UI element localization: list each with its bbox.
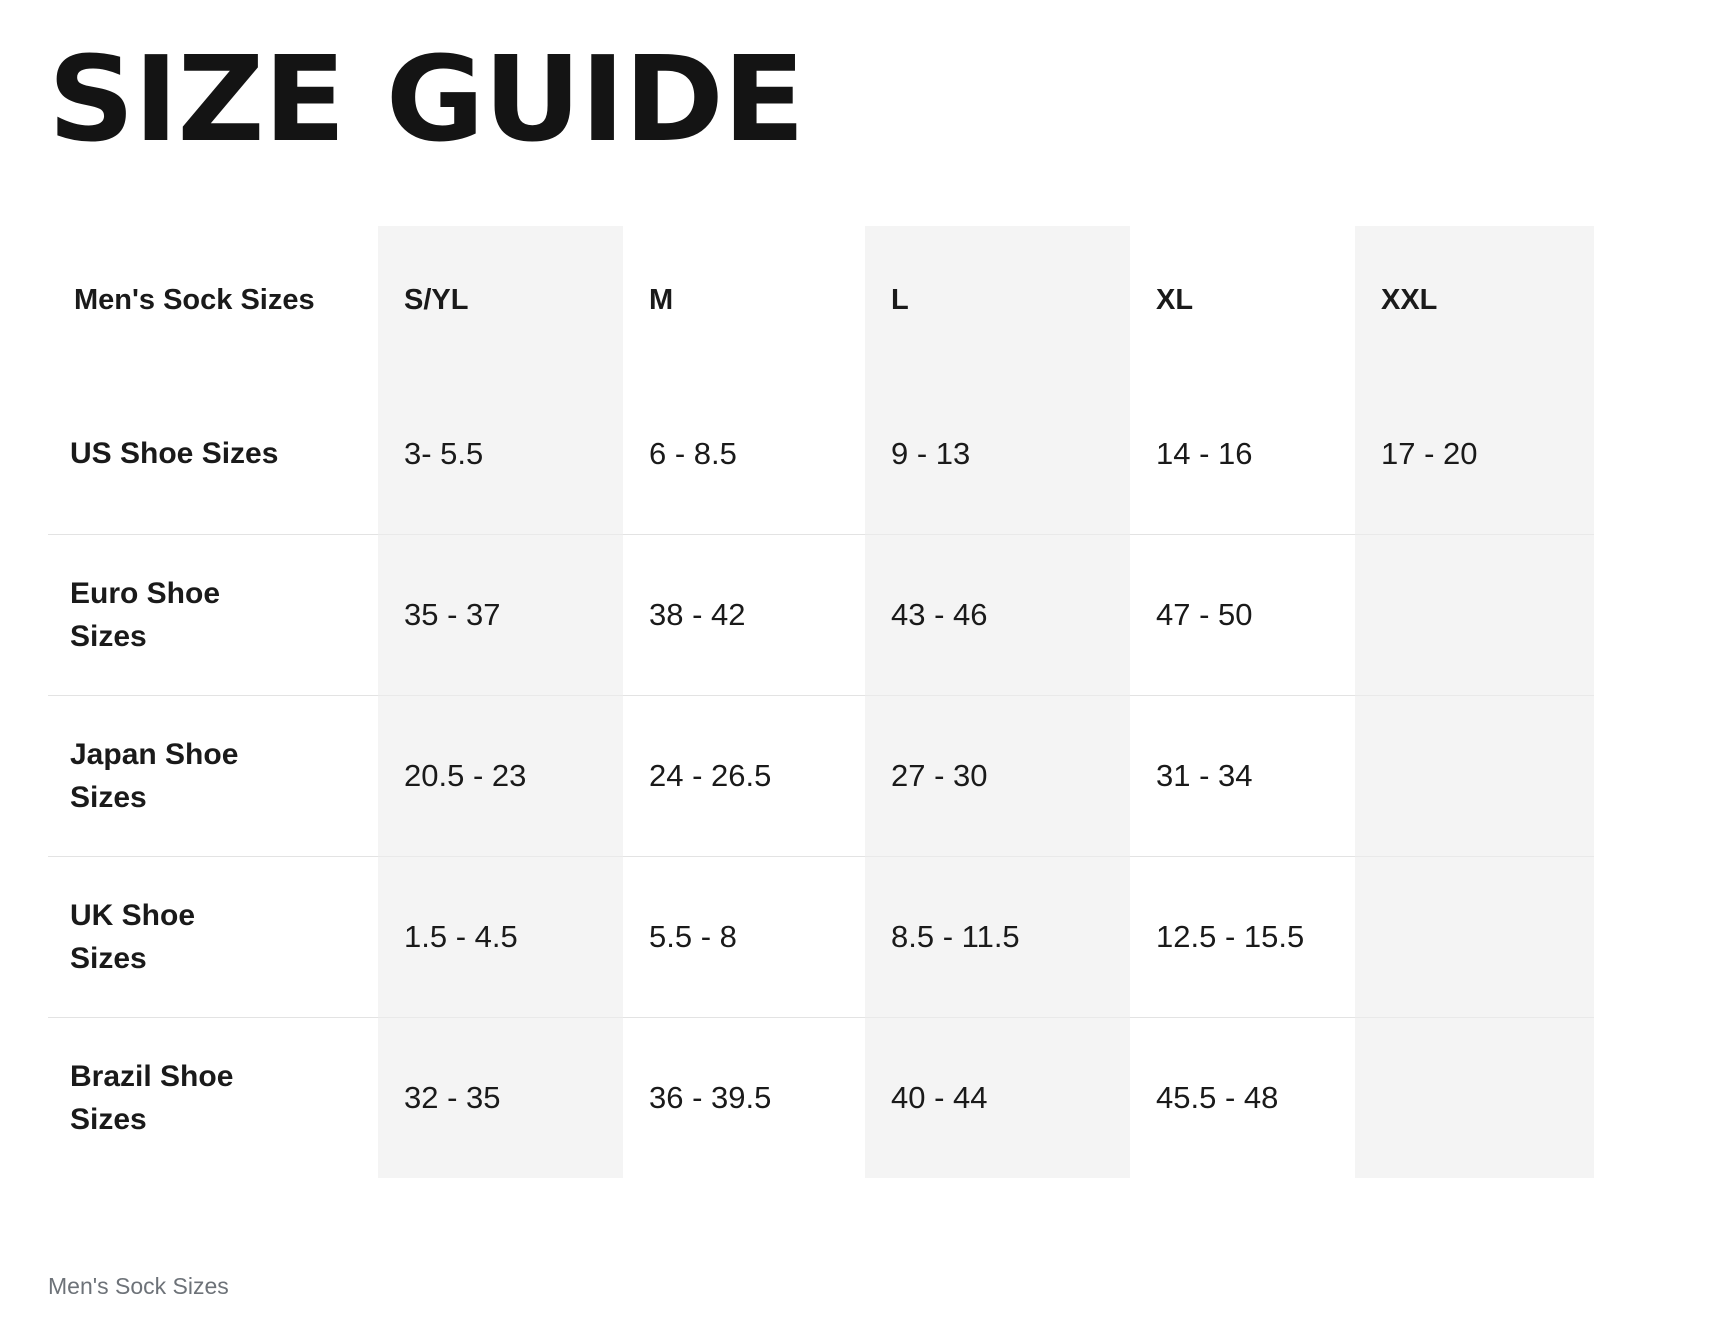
- cell-japan-xl: [1130, 696, 1355, 857]
- cell-value: 3- 5.5: [404, 435, 484, 471]
- row-label-us-shoe-sizes: [48, 374, 378, 535]
- cell-value: 9 - 13: [891, 435, 971, 471]
- cell-value: 27 - 30: [891, 757, 988, 793]
- cell-brazil-xxl: [1355, 1018, 1594, 1179]
- cell-uk-l: [865, 857, 1130, 1018]
- column-header-l: L: [865, 226, 1130, 374]
- table-header-row: [48, 226, 1594, 374]
- row-label-text: Brazil Shoe Sizes: [70, 1059, 234, 1136]
- row-label-japan-shoe-sizes: [48, 696, 378, 857]
- cell-euro-xxl: [1355, 535, 1594, 696]
- table-row: [48, 374, 1594, 535]
- cell-value: 43 - 46: [891, 596, 988, 632]
- cell-value: 35 - 37: [404, 596, 501, 632]
- cell-uk-xxl: [1355, 857, 1594, 1018]
- cell-uk-s-yl: [378, 857, 623, 1018]
- cell-us-m: [623, 374, 865, 535]
- column-header-m: M: [649, 283, 674, 316]
- table-body: [48, 374, 1594, 1178]
- cell-value: 17 - 20: [1381, 435, 1478, 471]
- cell-value: 40 - 44: [891, 1079, 988, 1115]
- table-row: [48, 535, 1594, 696]
- table-row: [48, 696, 1594, 857]
- column-header-s-yl: S/YL: [378, 226, 623, 374]
- cell-uk-m: [623, 857, 865, 1018]
- cell-japan-m: [623, 696, 865, 857]
- cell-value: 31 - 34: [1156, 757, 1253, 793]
- table-row: [48, 1018, 1594, 1179]
- row-label-text: Euro Shoe Sizes: [70, 576, 221, 653]
- cell-value: 20.5 - 23: [404, 757, 527, 793]
- cell-us-xxl: [1355, 374, 1594, 535]
- cell-euro-s-yl: [378, 535, 623, 696]
- cell-value: 1.5 - 4.5: [404, 918, 518, 954]
- cell-uk-xl: [1130, 857, 1355, 1018]
- row-label-text: Japan Shoe Sizes: [70, 737, 239, 814]
- row-label-brazil-shoe-sizes: [48, 1018, 378, 1179]
- cell-value: 5.5 - 8: [649, 918, 737, 954]
- table-caption: Men's Sock Sizes: [48, 1273, 229, 1299]
- cell-japan-s-yl: [378, 696, 623, 857]
- cell-value: 38 - 42: [649, 596, 746, 632]
- cell-value: 36 - 39.5: [649, 1079, 772, 1115]
- cell-value: 12.5 - 15.5: [1156, 918, 1305, 954]
- row-label-text: US Shoe Sizes: [70, 437, 279, 471]
- cell-brazil-m: [623, 1018, 865, 1179]
- table-header: [48, 226, 1594, 374]
- cell-value: 8.5 - 11.5: [891, 918, 1020, 954]
- cell-euro-m: [623, 535, 865, 696]
- row-label-text: UK Shoe Sizes: [70, 898, 196, 975]
- cell-value: 45.5 - 48: [1156, 1079, 1279, 1115]
- cell-euro-l: [865, 535, 1130, 696]
- cell-euro-xl: [1130, 535, 1355, 696]
- size-guide-page: [0, 30, 1720, 1326]
- cell-brazil-xl: [1130, 1018, 1355, 1179]
- column-header-xl: XL: [1156, 283, 1194, 316]
- row-label-euro-shoe-sizes: [48, 535, 378, 696]
- cell-value: 47 - 50: [1156, 596, 1253, 632]
- cell-us-l: [865, 374, 1130, 535]
- column-header-row-label: Men's Sock Sizes: [74, 283, 315, 316]
- cell-value: 24 - 26.5: [649, 757, 772, 793]
- cell-value: 6 - 8.5: [649, 435, 737, 471]
- column-header-xxl: XXL: [1355, 226, 1594, 374]
- size-guide-table: [48, 226, 1594, 1178]
- cell-us-xl: [1130, 374, 1355, 535]
- cell-brazil-l: [865, 1018, 1130, 1179]
- cell-value: 14 - 16: [1156, 435, 1253, 471]
- cell-japan-l: [865, 696, 1130, 857]
- cell-brazil-s-yl: [378, 1018, 623, 1179]
- cell-japan-xxl: [1355, 696, 1594, 857]
- size-table-container: [48, 226, 1594, 1178]
- page-title: SIZE GUIDE: [48, 30, 805, 168]
- cell-us-s-yl: [378, 374, 623, 535]
- table-row: [48, 857, 1594, 1018]
- row-label-uk-shoe-sizes: [48, 857, 378, 1018]
- cell-value: 32 - 35: [404, 1079, 501, 1115]
